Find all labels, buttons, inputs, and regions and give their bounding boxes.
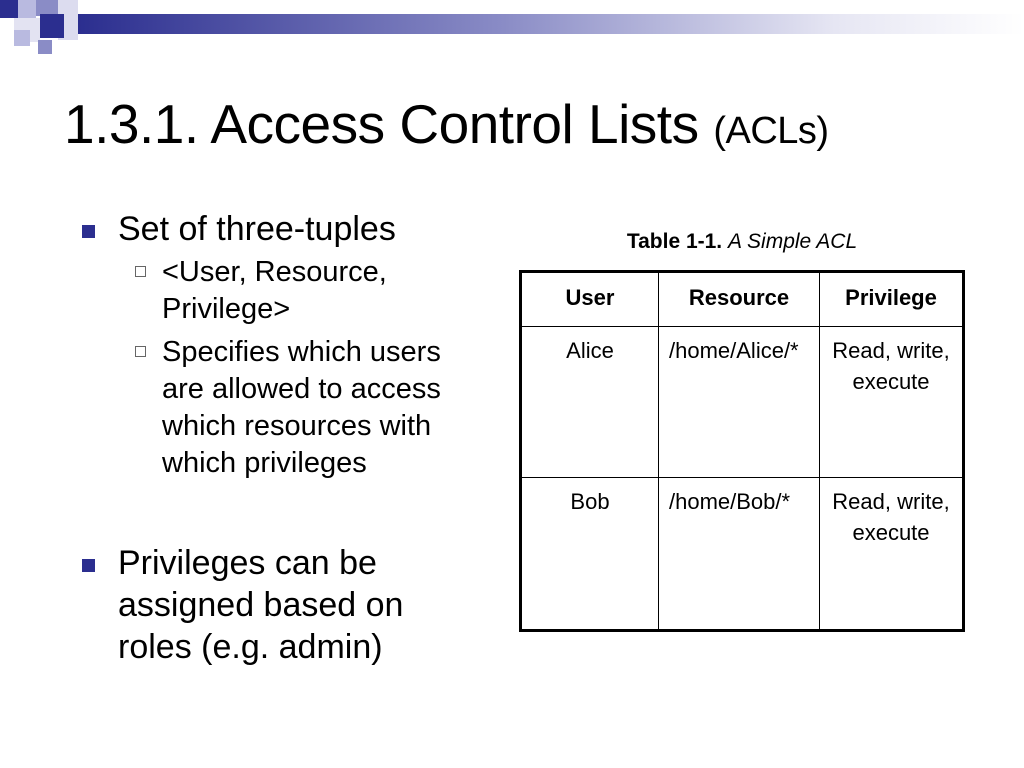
table-row (521, 327, 964, 478)
sub-bullet-list (160, 254, 500, 482)
table-cell-user: Alice (521, 327, 659, 478)
corner-decoration-square (0, 0, 18, 18)
slide-title (64, 92, 829, 156)
corner-decoration-square (38, 40, 52, 54)
square-bullet-icon (82, 225, 95, 238)
bullet-text: Privileges can be assigned based on roles (e.g. admin) (118, 544, 404, 666)
corner-decoration-square (40, 14, 64, 38)
table-header-cell: Resource (659, 272, 820, 327)
table-row (521, 477, 964, 630)
table-caption (520, 230, 964, 254)
bullet-item (80, 208, 500, 250)
bullet-item (80, 542, 478, 668)
table-header-cell: Privilege (820, 272, 964, 327)
table-cell-privilege: Read, write, execute (820, 477, 964, 630)
table-cell-user: Bob (521, 477, 659, 630)
slide-title-main: 1.3.1. Access Control Lists (64, 93, 699, 155)
hollow-square-bullet-icon (135, 266, 146, 277)
corner-decoration-square (14, 30, 30, 46)
table-cell-privilege: Read, write, execute (820, 327, 964, 478)
bullet-list (80, 208, 500, 668)
hollow-square-bullet-icon (135, 346, 146, 357)
square-bullet-icon (82, 559, 95, 572)
acl-table (519, 270, 965, 632)
table-header-row (521, 272, 964, 327)
table-cell-resource: /home/Bob/* (659, 477, 820, 630)
table-caption-label: Table 1-1. (626, 230, 723, 253)
sub-bullet-text: <User, Resource, Privilege> (162, 256, 387, 325)
bullet-text: Set of three-tuples (118, 210, 396, 248)
sub-bullet-item (80, 254, 482, 328)
table-header-cell: User (521, 272, 659, 327)
sub-bullet-item (80, 334, 482, 482)
header-gradient-band (78, 14, 1024, 34)
sub-bullet-text: Specifies which users are allowed to access which resources with which privileges (162, 336, 441, 479)
table-cell-resource: /home/Alice/* (659, 327, 820, 478)
slide-title-paren: (ACLs) (713, 110, 829, 152)
table-caption-title: A Simple ACL (727, 230, 858, 253)
corner-decoration-square (18, 0, 36, 18)
